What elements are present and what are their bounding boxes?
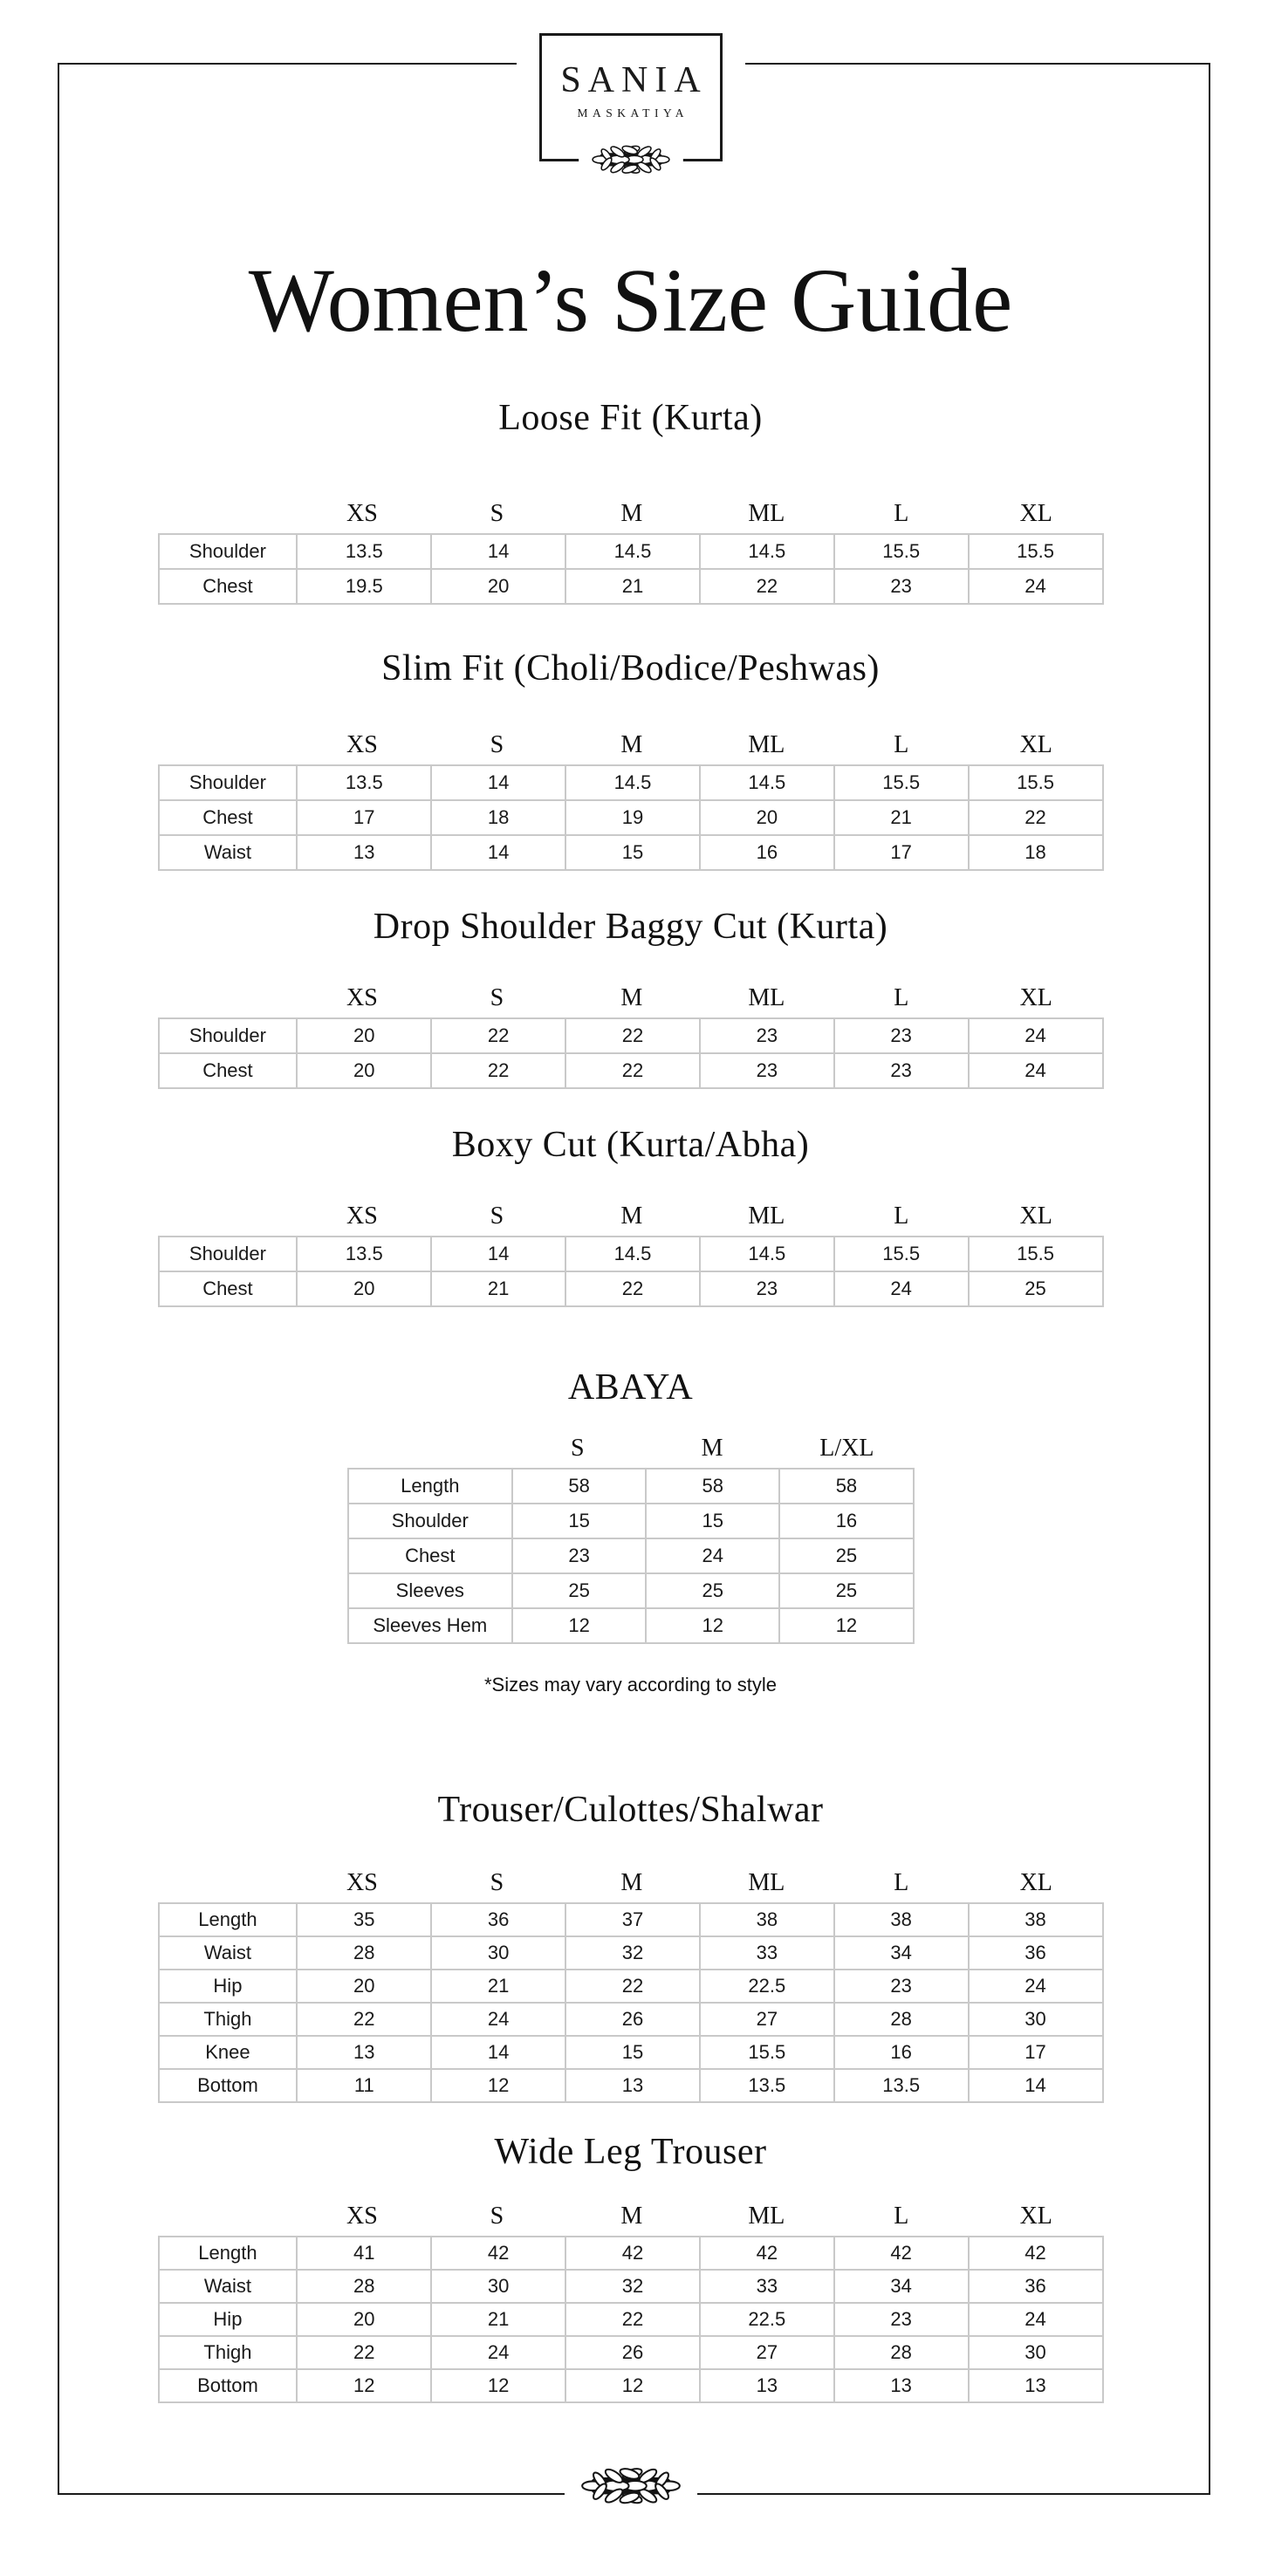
- size-value-cell: 33: [700, 1936, 834, 1970]
- size-value-cell: 12: [565, 2369, 700, 2402]
- size-column-header: ML: [748, 1869, 785, 1896]
- size-value-cell: 22: [297, 2336, 431, 2369]
- size-column-header: XS: [346, 984, 378, 1011]
- size-value-cell: 36: [969, 1936, 1103, 1970]
- size-column-header: S: [490, 500, 504, 527]
- size-value-cell: 21: [834, 800, 969, 835]
- size-value-cell: 22.5: [700, 1970, 834, 2003]
- size-value-cell: 21: [565, 569, 700, 604]
- size-column-headers: [158, 495, 1104, 533]
- size-value-cell: 16: [779, 1504, 913, 1538]
- size-column-header: M: [620, 2203, 643, 2230]
- size-value-cell: 24: [969, 1970, 1103, 2003]
- size-column-header: ML: [748, 500, 785, 527]
- size-value-cell: 23: [700, 1271, 834, 1306]
- size-column-header: S: [490, 731, 504, 758]
- size-value-cell: 14: [431, 2036, 565, 2069]
- size-value-cell: 12: [646, 1608, 779, 1643]
- size-value-cell: 30: [431, 2270, 565, 2303]
- table-row: [159, 1271, 1103, 1306]
- size-column-header: S: [490, 1869, 504, 1896]
- row-label: Chest: [159, 569, 298, 604]
- section-title: Slim Fit (Choli/Bodice/Peshwas): [381, 648, 880, 689]
- measurements-table: [158, 1902, 1104, 2103]
- size-value-cell: 42: [834, 2237, 969, 2270]
- size-value-cell: 16: [700, 835, 834, 870]
- size-value-cell: 15: [565, 2036, 700, 2069]
- section-title: Boxy Cut (Kurta/Abha): [451, 1125, 810, 1165]
- size-column-header: L: [894, 1869, 909, 1896]
- table-row: [159, 2237, 1103, 2270]
- size-value-cell: 24: [969, 1053, 1103, 1088]
- size-value-cell: 12: [431, 2069, 565, 2102]
- size-value-cell: 34: [834, 1936, 969, 1970]
- size-value-cell: 42: [565, 2237, 700, 2270]
- section-abaya: [0, 1367, 1261, 1644]
- size-value-cell: 18: [969, 835, 1103, 870]
- table-row: [159, 2003, 1103, 2036]
- size-value-cell: 20: [431, 569, 565, 604]
- size-column-header: L: [894, 731, 909, 758]
- table-row: [159, 1970, 1103, 2003]
- size-value-cell: 58: [646, 1469, 779, 1504]
- size-column-header: ML: [748, 731, 785, 758]
- measurements-table: [158, 1236, 1104, 1307]
- table-row: [348, 1538, 914, 1573]
- size-column-header: M: [701, 1435, 723, 1462]
- size-value-cell: 23: [512, 1538, 646, 1573]
- size-table: [158, 726, 1104, 871]
- size-column-header: L: [894, 1202, 909, 1230]
- size-column-header: XS: [346, 1869, 378, 1896]
- size-column-header: S: [490, 984, 504, 1011]
- measurements-table: [347, 1468, 915, 1644]
- size-value-cell: 26: [565, 2336, 700, 2369]
- size-table: [158, 1864, 1104, 2103]
- size-value-cell: 20: [297, 1970, 431, 2003]
- row-label: Bottom: [159, 2069, 298, 2102]
- row-label: Hip: [159, 2303, 298, 2336]
- size-value-cell: 17: [834, 835, 969, 870]
- row-label: Thigh: [159, 2336, 298, 2369]
- laurel-ornament-icon: [553, 2463, 709, 2509]
- size-value-cell: 17: [297, 800, 431, 835]
- table-row: [159, 2270, 1103, 2303]
- size-value-cell: 14.5: [700, 1237, 834, 1271]
- size-value-cell: 26: [565, 2003, 700, 2036]
- table-row: [348, 1608, 914, 1643]
- size-value-cell: 21: [431, 2303, 565, 2336]
- size-value-cell: 22: [969, 800, 1103, 835]
- size-value-cell: 13: [297, 2036, 431, 2069]
- size-value-cell: 17: [969, 2036, 1103, 2069]
- size-value-cell: 13.5: [297, 534, 431, 569]
- size-value-cell: 18: [431, 800, 565, 835]
- size-value-cell: 13: [834, 2369, 969, 2402]
- size-value-cell: 22: [565, 1018, 700, 1053]
- size-value-cell: 15: [646, 1504, 779, 1538]
- size-column-header: L: [894, 2203, 909, 2230]
- size-value-cell: 15.5: [969, 534, 1103, 569]
- brand-logo: [539, 33, 723, 161]
- row-label: Shoulder: [159, 534, 298, 569]
- size-value-cell: 28: [297, 1936, 431, 1970]
- size-value-cell: 32: [565, 1936, 700, 1970]
- size-value-cell: 13.5: [834, 2069, 969, 2102]
- section-title: Drop Shoulder Baggy Cut (Kurta): [373, 907, 888, 947]
- table-row: [159, 569, 1103, 604]
- laurel-ornament-icon: [570, 141, 692, 178]
- size-value-cell: 42: [431, 2237, 565, 2270]
- section-title: Loose Fit (Kurta): [498, 398, 763, 438]
- size-column-header: S: [490, 1202, 504, 1230]
- size-value-cell: 30: [969, 2003, 1103, 2036]
- size-value-cell: 28: [834, 2336, 969, 2369]
- size-value-cell: 24: [834, 1271, 969, 1306]
- row-label: Waist: [159, 835, 298, 870]
- size-column-headers: [158, 2197, 1104, 2236]
- size-value-cell: 30: [431, 1936, 565, 1970]
- size-value-cell: 13: [700, 2369, 834, 2402]
- size-value-cell: 22: [565, 1970, 700, 2003]
- size-column-header: XS: [346, 2203, 378, 2230]
- size-value-cell: 11: [297, 2069, 431, 2102]
- table-row: [159, 1018, 1103, 1053]
- size-column-header: L: [894, 500, 909, 527]
- size-value-cell: 58: [512, 1469, 646, 1504]
- size-value-cell: 13.5: [700, 2069, 834, 2102]
- size-table: [347, 1429, 915, 1644]
- row-label: Knee: [159, 2036, 298, 2069]
- row-label: Waist: [159, 2270, 298, 2303]
- size-column-header: XS: [346, 731, 378, 758]
- size-column-header: XL: [1019, 731, 1052, 758]
- row-label: Shoulder: [159, 1018, 298, 1053]
- size-value-cell: 27: [700, 2003, 834, 2036]
- size-column-header: XL: [1019, 500, 1052, 527]
- row-label: Shoulder: [159, 1237, 298, 1271]
- size-table: [158, 979, 1104, 1089]
- size-value-cell: 41: [297, 2237, 431, 2270]
- size-value-cell: 25: [512, 1573, 646, 1608]
- brand-name: SANIA: [560, 60, 708, 100]
- row-label: Waist: [159, 1936, 298, 1970]
- table-row: [159, 1053, 1103, 1088]
- size-value-cell: 24: [969, 2303, 1103, 2336]
- size-value-cell: 28: [297, 2270, 431, 2303]
- size-column-header: L/XL: [819, 1435, 874, 1462]
- size-column-header: L: [894, 984, 909, 1011]
- size-column-headers: [158, 979, 1104, 1017]
- size-value-cell: 22: [431, 1018, 565, 1053]
- size-value-cell: 13: [969, 2369, 1103, 2402]
- size-value-cell: 23: [834, 2303, 969, 2336]
- size-value-cell: 22.5: [700, 2303, 834, 2336]
- size-value-cell: 23: [700, 1018, 834, 1053]
- size-value-cell: 22: [431, 1053, 565, 1088]
- size-value-cell: 15: [565, 835, 700, 870]
- size-value-cell: 21: [431, 1970, 565, 2003]
- size-value-cell: 22: [700, 569, 834, 604]
- row-label: Sleeves: [348, 1573, 513, 1608]
- size-column-header: XL: [1019, 2203, 1052, 2230]
- row-label: Thigh: [159, 2003, 298, 2036]
- measurements-table: [158, 1017, 1104, 1089]
- size-value-cell: 30: [969, 2336, 1103, 2369]
- size-value-cell: 15: [512, 1504, 646, 1538]
- size-note: *Sizes may vary according to style: [483, 1674, 778, 1696]
- size-value-cell: 34: [834, 2270, 969, 2303]
- size-value-cell: 20: [297, 2303, 431, 2336]
- table-row: [159, 1903, 1103, 1936]
- size-column-headers: [347, 1429, 915, 1468]
- size-value-cell: 23: [700, 1053, 834, 1088]
- size-value-cell: 19: [565, 800, 700, 835]
- size-value-cell: 22: [565, 1271, 700, 1306]
- section-drop-shoulder: [0, 906, 1261, 1089]
- size-column-header: XS: [346, 500, 378, 527]
- row-label: Chest: [159, 800, 298, 835]
- size-column-header: ML: [748, 984, 785, 1011]
- table-row: [159, 835, 1103, 870]
- table-row: [159, 534, 1103, 569]
- size-column-header: XS: [346, 1202, 378, 1230]
- size-value-cell: 42: [969, 2237, 1103, 2270]
- size-column-header: M: [620, 984, 643, 1011]
- size-value-cell: 14: [431, 835, 565, 870]
- size-value-cell: 12: [512, 1608, 646, 1643]
- size-column-header: M: [620, 731, 643, 758]
- table-row: [159, 2069, 1103, 2102]
- size-value-cell: 38: [700, 1903, 834, 1936]
- size-value-cell: 14.5: [565, 534, 700, 569]
- row-label: Chest: [159, 1053, 298, 1088]
- size-value-cell: 14.5: [565, 765, 700, 800]
- size-value-cell: 14: [431, 534, 565, 569]
- section-trouser: [0, 1789, 1261, 2103]
- size-value-cell: 15.5: [834, 534, 969, 569]
- table-row: [348, 1504, 914, 1538]
- size-value-cell: 13.5: [297, 765, 431, 800]
- size-value-cell: 27: [700, 2336, 834, 2369]
- size-value-cell: 15.5: [969, 1237, 1103, 1271]
- size-column-header: XL: [1019, 984, 1052, 1011]
- size-column-header: M: [620, 500, 643, 527]
- size-value-cell: 14.5: [565, 1237, 700, 1271]
- size-value-cell: 14.5: [700, 765, 834, 800]
- section-title: Wide Leg Trouser: [494, 2132, 767, 2172]
- size-column-header: M: [620, 1869, 643, 1896]
- section-title: ABAYA: [567, 1367, 694, 1408]
- size-value-cell: 14.5: [700, 534, 834, 569]
- measurements-table: [158, 764, 1104, 871]
- size-value-cell: 25: [646, 1573, 779, 1608]
- table-row: [159, 2303, 1103, 2336]
- measurements-table: [158, 2236, 1104, 2403]
- size-value-cell: 20: [297, 1018, 431, 1053]
- page-title: Women’s Size Guide: [248, 250, 1013, 351]
- size-column-header: S: [571, 1435, 585, 1462]
- size-value-cell: 14: [431, 765, 565, 800]
- size-value-cell: 12: [297, 2369, 431, 2402]
- table-row: [159, 765, 1103, 800]
- row-label: Length: [159, 1903, 298, 1936]
- size-value-cell: 20: [700, 800, 834, 835]
- size-column-header: S: [490, 2203, 504, 2230]
- size-value-cell: 15.5: [834, 1237, 969, 1271]
- size-value-cell: 14: [431, 1237, 565, 1271]
- size-value-cell: 23: [834, 1053, 969, 1088]
- table-row: [159, 1237, 1103, 1271]
- size-table: [158, 1197, 1104, 1307]
- size-value-cell: 15.5: [700, 2036, 834, 2069]
- size-column-header: M: [620, 1202, 643, 1230]
- table-row: [159, 2036, 1103, 2069]
- table-row: [159, 800, 1103, 835]
- size-column-headers: [158, 1197, 1104, 1236]
- size-value-cell: 20: [297, 1053, 431, 1088]
- section-wide-leg: [0, 2131, 1261, 2403]
- size-value-cell: 24: [969, 569, 1103, 604]
- size-value-cell: 15.5: [834, 765, 969, 800]
- row-label: Hip: [159, 1970, 298, 2003]
- size-value-cell: 58: [779, 1469, 913, 1504]
- table-row: [159, 2369, 1103, 2402]
- size-value-cell: 12: [779, 1608, 913, 1643]
- size-value-cell: 33: [700, 2270, 834, 2303]
- size-column-headers: [158, 726, 1104, 764]
- size-value-cell: 21: [431, 1271, 565, 1306]
- section-slim-fit: [0, 647, 1261, 871]
- row-label: Shoulder: [348, 1504, 513, 1538]
- size-value-cell: 24: [431, 2336, 565, 2369]
- size-value-cell: 35: [297, 1903, 431, 1936]
- size-value-cell: 25: [969, 1271, 1103, 1306]
- size-value-cell: 25: [779, 1573, 913, 1608]
- size-table: [158, 2197, 1104, 2403]
- size-column-header: XL: [1019, 1202, 1052, 1230]
- row-label: Length: [348, 1469, 513, 1504]
- size-column-header: XL: [1019, 1869, 1052, 1896]
- size-value-cell: 32: [565, 2270, 700, 2303]
- row-label: Length: [159, 2237, 298, 2270]
- size-value-cell: 20: [297, 1271, 431, 1306]
- row-label: Chest: [159, 1271, 298, 1306]
- section-title: Trouser/Culottes/Shalwar: [437, 1790, 824, 1830]
- size-value-cell: 24: [969, 1018, 1103, 1053]
- measurements-table: [158, 533, 1104, 605]
- table-row: [348, 1469, 914, 1504]
- size-value-cell: 12: [431, 2369, 565, 2402]
- row-label: Shoulder: [159, 765, 298, 800]
- size-column-header: ML: [748, 1202, 785, 1230]
- section-loose-fit: [0, 397, 1261, 605]
- size-table: [158, 495, 1104, 605]
- size-value-cell: 28: [834, 2003, 969, 2036]
- size-value-cell: 24: [431, 2003, 565, 2036]
- size-value-cell: 16: [834, 2036, 969, 2069]
- size-value-cell: 23: [834, 1970, 969, 2003]
- size-value-cell: 38: [834, 1903, 969, 1936]
- size-value-cell: 23: [834, 569, 969, 604]
- size-value-cell: 24: [646, 1538, 779, 1573]
- size-value-cell: 14: [969, 2069, 1103, 2102]
- size-value-cell: 42: [700, 2237, 834, 2270]
- section-boxy-cut: [0, 1124, 1261, 1307]
- size-value-cell: 36: [969, 2270, 1103, 2303]
- row-label: Bottom: [159, 2369, 298, 2402]
- table-row: [159, 1936, 1103, 1970]
- size-value-cell: 37: [565, 1903, 700, 1936]
- size-column-headers: [158, 1864, 1104, 1902]
- size-value-cell: 23: [834, 1018, 969, 1053]
- size-value-cell: 22: [565, 2303, 700, 2336]
- size-value-cell: 25: [779, 1538, 913, 1573]
- size-value-cell: 13.5: [297, 1237, 431, 1271]
- size-value-cell: 22: [297, 2003, 431, 2036]
- size-value-cell: 13: [297, 835, 431, 870]
- size-column-header: ML: [748, 2203, 785, 2230]
- size-value-cell: 13: [565, 2069, 700, 2102]
- size-value-cell: 15.5: [969, 765, 1103, 800]
- row-label: Sleeves Hem: [348, 1608, 513, 1643]
- table-row: [159, 2336, 1103, 2369]
- row-label: Chest: [348, 1538, 513, 1573]
- size-value-cell: 19.5: [297, 569, 431, 604]
- brand-subname: MASKATIYA: [577, 106, 689, 120]
- size-value-cell: 36: [431, 1903, 565, 1936]
- size-value-cell: 38: [969, 1903, 1103, 1936]
- table-row: [348, 1573, 914, 1608]
- size-value-cell: 22: [565, 1053, 700, 1088]
